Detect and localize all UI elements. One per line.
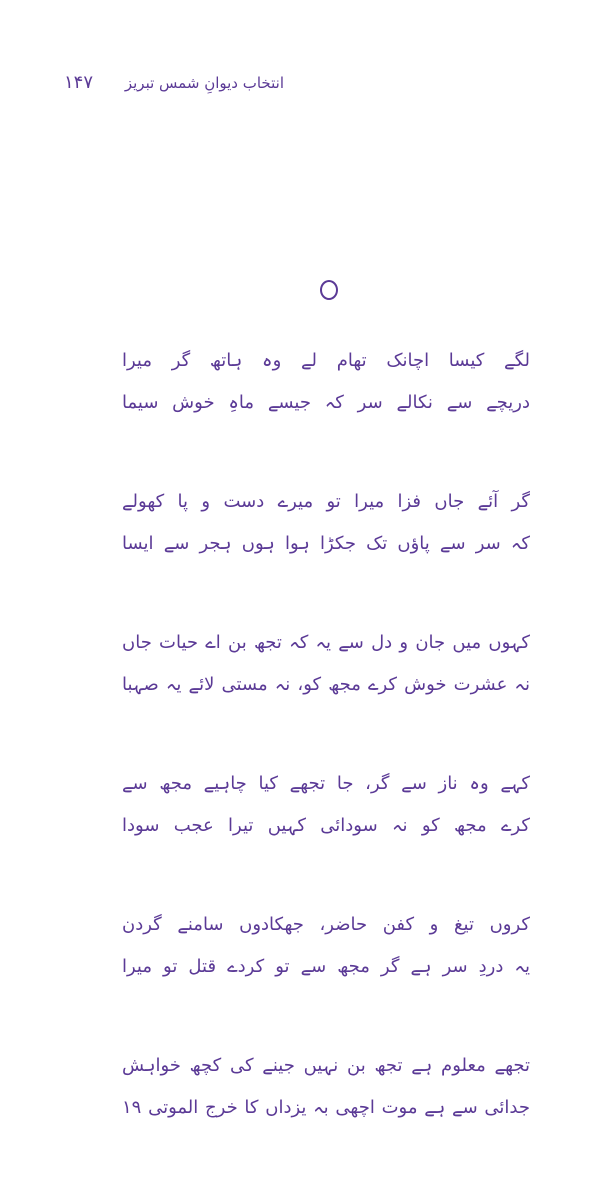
verse-line: یہ دردِ سر ہے گر مجھ سے تو کردے قتل تو میرا: [122, 956, 530, 977]
verse-line: جدائی سے ہے موت اچھی بہ یزداں کا خرج الموتی ۱۹: [122, 1097, 530, 1118]
stanza-3: [122, 622, 530, 706]
stanza-6: [122, 1045, 530, 1129]
stanza-4: [122, 763, 530, 847]
stanza-2: [122, 481, 530, 565]
section-marker-circle: [320, 280, 338, 300]
verse-line: دریچے سے نکالے سر کہ جیسے ماہِ خوش سیما: [122, 392, 530, 413]
poem: [122, 340, 530, 1186]
verse-line: کہوں میں جان و دل سے یہ کہ تجھ بن اے حیات جاں: [122, 632, 530, 653]
page-number: ۱۴۷: [64, 72, 94, 93]
stanza-1: [122, 340, 530, 424]
page-header: [64, 70, 284, 100]
stanza-5: [122, 904, 530, 988]
verse-line: کہ سر سے پاؤں تک جکڑا ہوا ہوں ہجر سے ایسا: [122, 533, 530, 554]
verse-line: لگے کیسا اچانک تھام لے وہ ہاتھ گر میرا: [122, 350, 530, 371]
verse-line: کرے مجھ کو نہ سودائی کہیں تیرا عجب سودا: [122, 815, 530, 836]
verse-line: نہ عشرت خوش کرے مجھ کو، نہ مستی لائے یہ صہبا: [122, 674, 530, 695]
running-title: انتخاب دیوانِ شمس تبریز: [124, 74, 284, 92]
verse-line: کہے وہ ناز سے گر، جا تجھے کیا چاہیے مجھ سے: [122, 773, 530, 794]
verse-line: گر آئے جاں فزا میرا تو میرے دست و پا کھولے: [122, 491, 530, 512]
verse-line: کروں تیغ و کفن حاضر، جھکادوں سامنے گردن: [122, 914, 530, 935]
verse-line: تجھے معلوم ہے تجھ بن نہیں جینے کی کچھ خواہش: [122, 1055, 530, 1076]
